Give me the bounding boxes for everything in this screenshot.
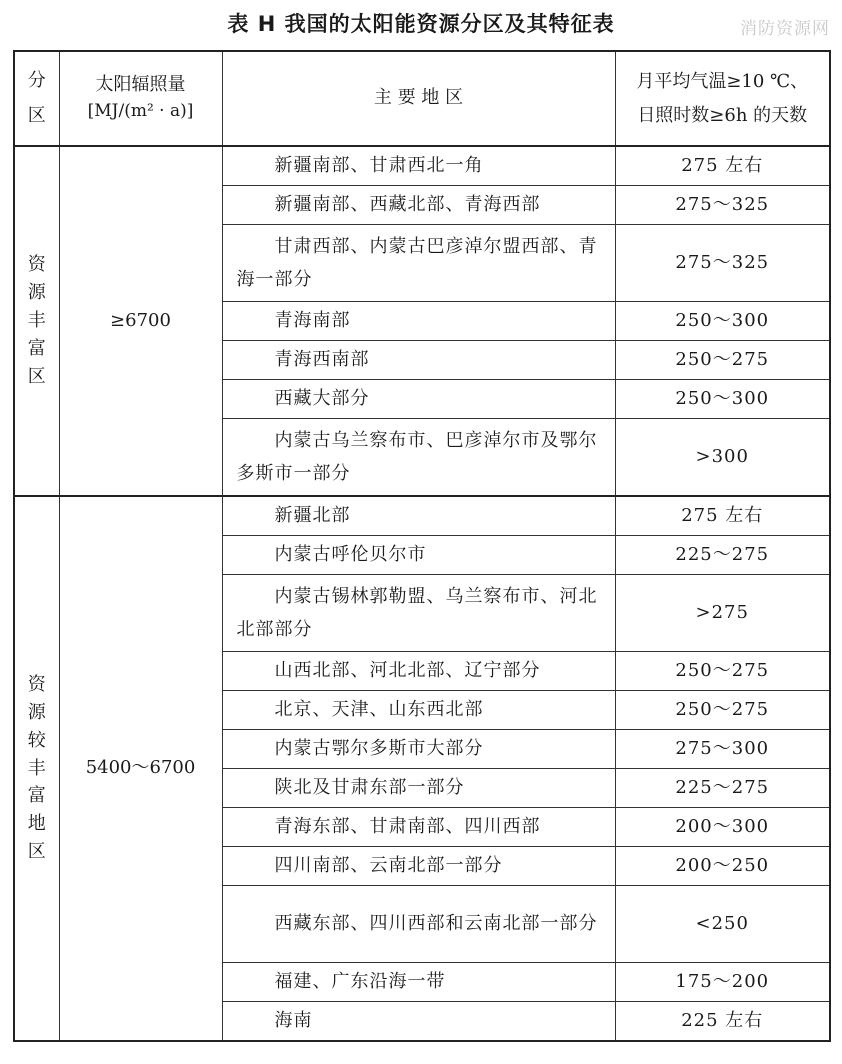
region-cell: 甘肃西部、内蒙古巴彦淖尔盟西部、青海一部分 — [222, 225, 615, 302]
header-radiation — [59, 51, 222, 146]
days-cell: 250～275 — [615, 691, 830, 730]
zone-label: 资源丰富区 — [27, 254, 46, 387]
table-body — [14, 146, 830, 1041]
days-cell: 275～325 — [615, 186, 830, 225]
days-cell: 250～300 — [615, 302, 830, 341]
region-cell: 内蒙古鄂尔多斯市大部分 — [222, 730, 615, 769]
table-row — [14, 496, 830, 536]
solar-resource-table — [13, 50, 831, 1042]
zone-cell — [14, 146, 59, 496]
header-region: 主 要 地 区 — [222, 51, 615, 146]
zone-cell — [14, 496, 59, 1041]
header-days-line1: 月平均气温≥10 ℃、 — [636, 71, 809, 93]
table-row — [14, 146, 830, 186]
days-cell: >275 — [615, 575, 830, 652]
region-cell: 福建、广东沿海一带 — [222, 963, 615, 1002]
days-cell: 275～300 — [615, 730, 830, 769]
region-cell: 青海东部、甘肃南部、四川西部 — [222, 808, 615, 847]
header-days-line2: 日照时数≥6h 的天数 — [637, 104, 808, 126]
header-radiation-title: 太阳辐照量 — [95, 74, 186, 96]
days-cell: 200～300 — [615, 808, 830, 847]
days-cell: <250 — [615, 886, 830, 963]
days-cell: 175～200 — [615, 963, 830, 1002]
region-cell: 新疆北部 — [222, 496, 615, 536]
days-cell: 275 左右 — [615, 496, 830, 536]
region-cell: 陕北及甘肃东部一部分 — [222, 769, 615, 808]
header-row — [14, 51, 830, 146]
days-cell: 250～275 — [615, 652, 830, 691]
header-radiation-unit: [MJ/(m² · a)] — [87, 101, 194, 122]
days-cell: 275 左右 — [615, 146, 830, 186]
region-cell: 北京、天津、山东西北部 — [222, 691, 615, 730]
days-cell: 225～275 — [615, 769, 830, 808]
days-cell: 250～275 — [615, 341, 830, 380]
region-cell: 西藏东部、四川西部和云南北部一部分 — [222, 886, 615, 963]
region-cell: 青海西南部 — [222, 341, 615, 380]
region-cell: 青海南部 — [222, 302, 615, 341]
days-cell: 275～325 — [615, 225, 830, 302]
days-cell: 250～300 — [615, 380, 830, 419]
days-cell: 225 左右 — [615, 1002, 830, 1042]
region-cell: 内蒙古乌兰察布市、巴彦淖尔市及鄂尔多斯市一部分 — [222, 419, 615, 497]
region-cell: 新疆南部、甘肃西北一角 — [222, 146, 615, 186]
header-days — [615, 51, 830, 146]
header-zone-label: 分区 — [27, 70, 46, 126]
days-cell: 225～275 — [615, 536, 830, 575]
region-cell: 海南 — [222, 1002, 615, 1042]
region-cell: 四川南部、云南北部一部分 — [222, 847, 615, 886]
region-cell: 山西北部、河北北部、辽宁部分 — [222, 652, 615, 691]
watermark: 消防资源网 — [740, 19, 830, 39]
header-zone — [14, 51, 59, 146]
radiation-cell: 5400～6700 — [59, 496, 222, 1041]
days-cell: 200～250 — [615, 847, 830, 886]
region-cell: 内蒙古锡林郭勒盟、乌兰察布市、河北北部部分 — [222, 575, 615, 652]
region-cell: 西藏大部分 — [222, 380, 615, 419]
table-title: 表 H 我国的太阳能资源分区及其特征表 — [227, 12, 615, 36]
radiation-cell: ≥6700 — [59, 146, 222, 496]
region-cell: 内蒙古呼伦贝尔市 — [222, 536, 615, 575]
days-cell: >300 — [615, 419, 830, 497]
zone-label: 资源较丰富地区 — [27, 673, 46, 863]
region-cell: 新疆南部、西藏北部、青海西部 — [222, 186, 615, 225]
